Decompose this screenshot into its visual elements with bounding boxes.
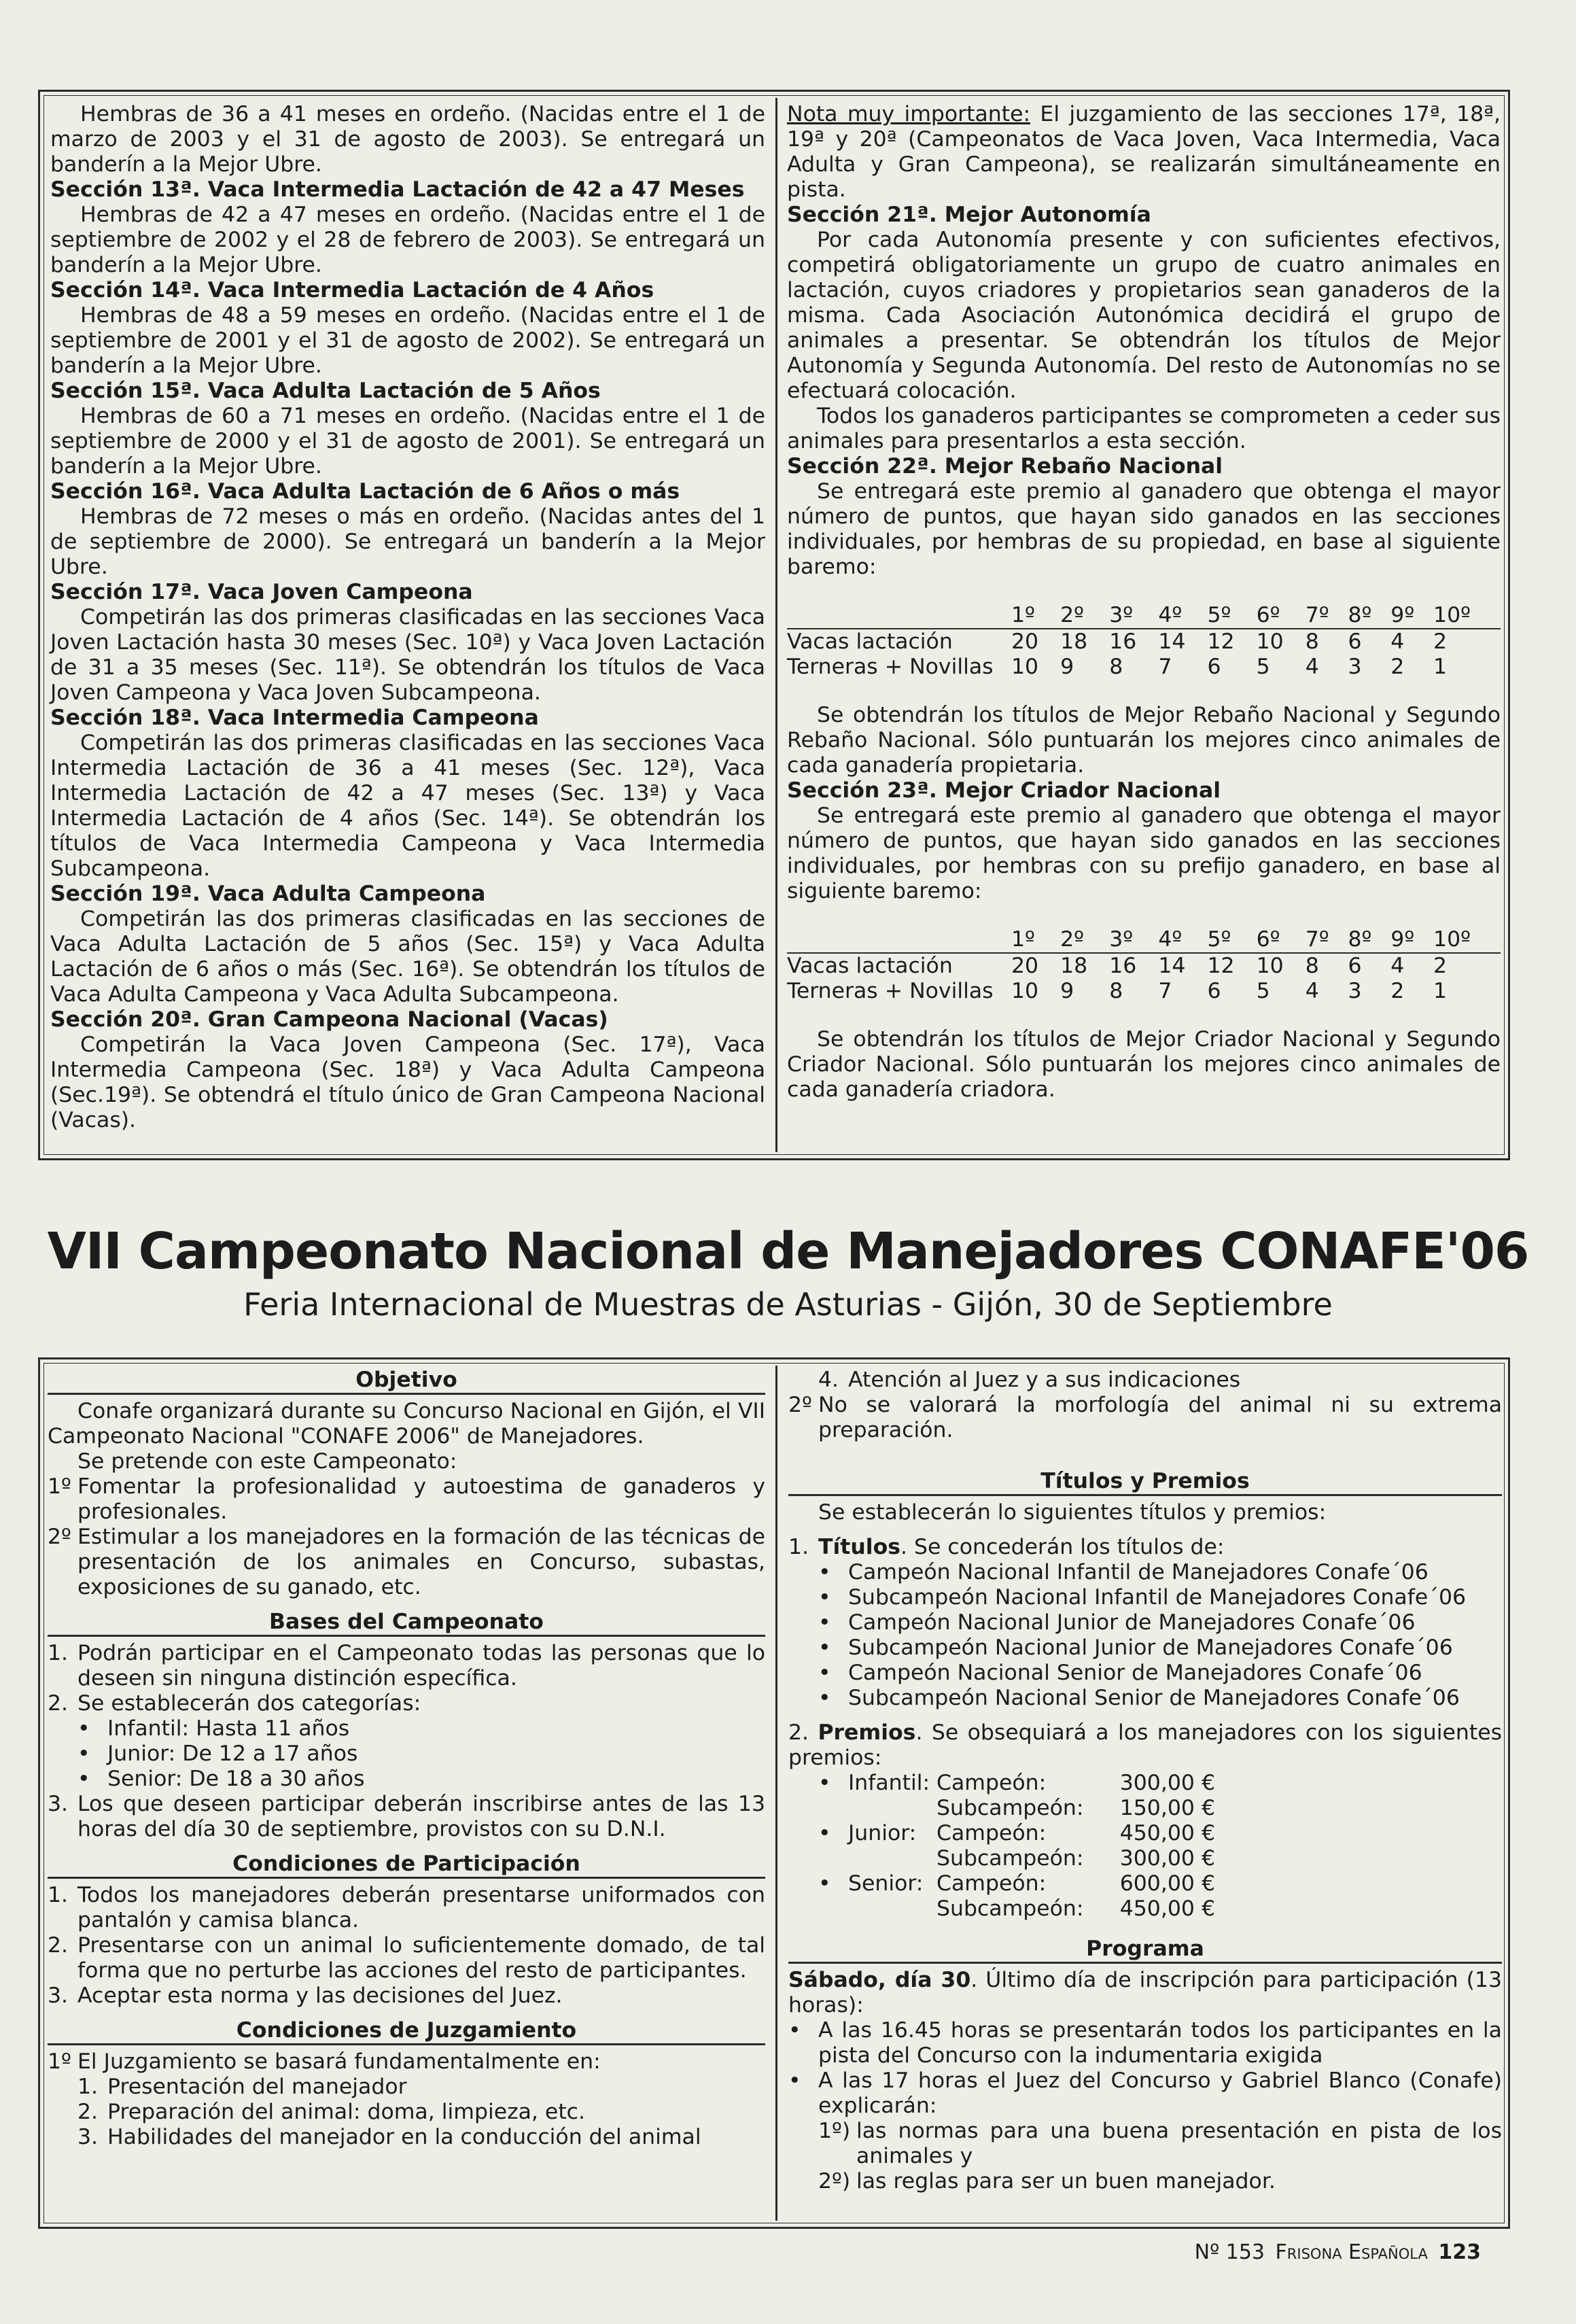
condiciones-participacion-heading: Condiciones de Participación — [48, 1852, 765, 1879]
titulos-intro: Se establecerán lo siguientes títulos y premios: — [818, 1500, 1327, 1525]
list-item: • Campeón Nacional Infantil de Manejadores Conafe´06 — [818, 1560, 1429, 1584]
section-text: Competirán la Vaca Joven Campeona (Sec. 17ª), Vaca Intermedia Campeona (Sec. 18ª) y Vaca Adulta Campeona (Sec.19ª). Se obtendrá el título único de Gran Campeona Nacional (Vacas). — [50, 1033, 765, 1132]
row-label: Terneras + Novillas — [787, 655, 994, 679]
section-text: Hembras de 72 meses o más en ordeño. (Nacidas antes del 1 de septiembre de 2000). Se entregará un banderín a la Mejor Ubre. — [50, 504, 765, 579]
points-cell: 20 — [1011, 629, 1039, 654]
place-header: 6º — [1257, 603, 1306, 629]
list-item: 2º Estimular a los manejadores en la formación de las técnicas de presentación de los animales en Concurso, subastas, exposiciones de su ganado, etc. — [48, 1525, 765, 1599]
bottom-column-divider — [775, 1366, 777, 2221]
juzgamiento-criteria-list-cont — [788, 1368, 1502, 1393]
list-item: 2º No se valorará la morfología del animal ni su extrema preparación. — [788, 1393, 1502, 1442]
points-cell: 4 — [1390, 954, 1405, 978]
section-text: Competirán las dos primeras clasificadas en las secciones de Vaca Adulta Lactación de 5 años (Sec. 15ª) y Vaca Adulta Lactación de 6 años o más (Sec. 16ª). Se obtendrán los títulos de Vaca Adulta Campeona y Vaca Adulta Subcampeona. — [50, 907, 765, 1007]
points-cell: 10 — [1256, 629, 1284, 654]
points-cell: 7 — [1158, 655, 1172, 679]
points-cell: 3 — [1348, 655, 1362, 679]
list-item: • Subcampeón Nacional Junior de Manejadores Conafe´06 — [818, 1635, 1453, 1660]
section-heading: Sección 18ª. Vaca Intermedia Campeona — [50, 706, 539, 730]
list-item: 1º) las normas para una buena presentación en pista de los animales y — [818, 2119, 1502, 2168]
points-cell: 8 — [1305, 954, 1319, 978]
points-cell: 9 — [1060, 979, 1074, 1003]
prize-row: • Junior: Campeón: 450,00 € Subcampeón: 300,00 € — [818, 1821, 1215, 1871]
place-header: 5º — [1208, 927, 1257, 953]
programa-heading: Programa — [788, 1937, 1502, 1964]
objetivo-text: Conafe organizará durante su Concurso Nacional en Gijón, el VII Campeonato Nacional "CONAFE 2006" de Manejadores. — [48, 1399, 765, 1449]
list-item: • A las 16.45 horas se presentarán todos los participantes en la pista del Concurso con la indumentaria exigida — [788, 2018, 1502, 2068]
list-item: 2. Preparación del animal: doma, limpieza, etc. — [77, 2100, 585, 2124]
nota-label: Nota muy importante: — [787, 102, 1031, 126]
list-item: • Junior: De 12 a 17 años — [77, 1741, 358, 1766]
top-column-divider — [775, 98, 777, 1152]
points-cell: 6 — [1207, 979, 1221, 1003]
place-header: 3º — [1109, 603, 1158, 629]
points-cell: 14 — [1158, 954, 1186, 978]
list-item: • Campeón Nacional Senior de Manejadores Conafe´06 — [818, 1661, 1422, 1685]
objetivo-heading: Objetivo — [48, 1368, 765, 1395]
section-23-text: Se entregará este premio al ganadero que obtenga el mayor número de puntos, que hayan sido ganados en las secciones individuales, por hembras con su prefijo ganadero, en base al siguiente baremo: — [787, 803, 1501, 903]
page-footer — [1195, 2240, 1481, 2264]
points-cell: 16 — [1109, 629, 1137, 654]
section-text: Hembras de 36 a 41 meses en ordeño. (Nacidas entre el 1 de marzo de 2003 y el 31 de agosto de 2003). Se entregará un banderín a la Mejor Ubre. — [50, 102, 765, 177]
categories-list — [48, 1716, 765, 1792]
place-header: 8º — [1348, 927, 1391, 953]
points-cell: 8 — [1305, 629, 1319, 654]
section-text: Hembras de 48 a 59 meses en ordeño. (Nacidas entre el 1 de septiembre de 2001 y el 31 de agosto de 2002). Se entregará un banderín a la Mejor Ubre. — [50, 303, 765, 378]
section-23-heading: Sección 23ª. Mejor Criador Nacional — [787, 778, 1221, 803]
section-text: Hembras de 42 a 47 meses en ordeño. (Nacidas entre el 1 de septiembre de 2002 y el 28 de febrero de 2003). Se entregará un banderín a la Mejor Ubre. — [50, 203, 765, 277]
points-cell: 8 — [1109, 979, 1123, 1003]
points-cell: 6 — [1348, 954, 1362, 978]
points-cell: 14 — [1158, 629, 1186, 654]
points-cell: 1 — [1433, 655, 1448, 679]
points-cell: 6 — [1348, 629, 1362, 654]
section-21-text-2: Todos los ganaderos participantes se comprometen a ceder sus animales para presentarlos a esta sección. — [787, 404, 1501, 453]
place-header: 2º — [1060, 603, 1109, 629]
place-header: 4º — [1158, 927, 1207, 953]
titulos-premios-heading: Títulos y Premios — [788, 1469, 1502, 1496]
list-item: • A las 17 horas el Juez del Concurso y Gabriel Blanco (Conafe) explicarán: — [788, 2068, 1502, 2118]
place-header: 7º — [1306, 927, 1348, 953]
place-header: 10º — [1433, 927, 1501, 953]
section-heading: Sección 13ª. Vaca Intermedia Lactación de 42 a 47 Meses — [50, 177, 745, 202]
list-item: • Senior: De 18 a 30 años — [77, 1767, 365, 1791]
list-item: 1. Todos los manejadores deberán presentarse uniformados con pantalón y camisa blanca. — [48, 1883, 765, 1932]
place-header: 1º — [1011, 927, 1060, 953]
points-cell: 2 — [1390, 655, 1405, 679]
baremo-table-rebano — [787, 603, 1501, 680]
points-cell: 10 — [1011, 979, 1039, 1003]
bases-heading: Bases del Campeonato — [48, 1610, 765, 1637]
section-text: Hembras de 60 a 71 meses en ordeño. (Nacidas entre el 1 de septiembre de 2000 y el 31 de agosto de 2001). Se entregará un banderín a la Mejor Ubre. — [50, 404, 765, 479]
nota-text: El juzgamiento de las secciones 17ª, 18ª, 19ª y 20ª (Campeonatos de Vaca Joven, Vaca Intermedia, Vaca Adulta y Gran Campeona), se realizarán simultáneamente en pista. — [787, 102, 1501, 202]
place-header: 5º — [1208, 603, 1257, 629]
list-item: 1º El Juzgamiento se basará fundamentalmente en: — [48, 2049, 601, 2074]
points-cell: 10 — [1256, 954, 1284, 978]
points-cell: 3 — [1348, 979, 1362, 1003]
place-header: 8º — [1348, 603, 1391, 629]
bottom-right-column — [788, 1368, 1502, 2194]
points-cell: 18 — [1060, 629, 1088, 654]
table-row — [787, 629, 1501, 655]
objetivo-list — [48, 1474, 765, 1600]
points-cell: 5 — [1256, 655, 1270, 679]
nota-paragraph — [787, 102, 1501, 203]
list-item: 1º Fomentar la profesionalidad y autoestima de ganaderos y profesionales. — [48, 1474, 765, 1524]
condiciones-juzgamiento-heading: Condiciones de Juzgamiento — [48, 2018, 765, 2045]
table-row — [787, 953, 1501, 979]
points-cell: 4 — [1305, 979, 1319, 1003]
points-cell: 12 — [1207, 629, 1235, 654]
place-header: 7º — [1306, 603, 1348, 629]
prize-row: • Infantil: Campeón: 300,00 € Subcampeón: 150,00 € — [818, 1771, 1215, 1820]
programa-intro: Sábado, día 30. Último día de inscripción para participación (13 horas): — [788, 1968, 1502, 2017]
list-item: 2. Se establecerán dos categorías: — [48, 1691, 421, 1716]
points-cell: 12 — [1207, 954, 1235, 978]
table-row — [787, 655, 1501, 680]
table-row — [787, 979, 1501, 1004]
place-header: 2º — [1060, 927, 1109, 953]
row-label: Vacas lactación — [787, 629, 953, 654]
section-23-text-2: Se obtendrán los títulos de Mejor Criador Nacional y Segundo Criador Nacional. Sólo puntuarán los mejores cinco animales de cada ganadería criadora. — [787, 1027, 1501, 1102]
section-21-text: Por cada Autonomía presente y con suficientes efectivos, competirá obligatoriamente un grupo de cuatro animales en lactación, cuyos criadores y propietarios sean ganaderos de la misma. Cada Asociación Autonómica decidirá el grupo de animales a presentar. Se obtendrán los títulos de Mejor Autonomía y Segunda Autonomía. Del resto de Autonomías no se efectuará colocación. — [787, 228, 1501, 403]
section-heading: Sección 19ª. Vaca Adulta Campeona — [50, 882, 486, 906]
list-item: 4. Atención al Juez y a sus indicaciones — [818, 1368, 1241, 1392]
place-header: 10º — [1433, 603, 1501, 629]
titles-list — [788, 1560, 1502, 1711]
points-cell: 20 — [1011, 954, 1039, 978]
list-item: 1. Títulos. Se concederán los títulos de: — [788, 1535, 1225, 1559]
points-cell: 6 — [1207, 655, 1221, 679]
top-right-column — [787, 102, 1501, 1103]
points-cell: 2 — [1390, 979, 1405, 1003]
place-header: 3º — [1109, 927, 1158, 953]
section-text: Competirán las dos primeras clasificadas en las secciones Vaca Joven Lactación hasta 30 meses (Sec. 10ª) y Vaca Joven Lactación de 31 a 35 meses (Sec. 11ª). Se obtendrán los títulos de Vaca Joven Campeona y Vaca Joven Subcampeona. — [50, 605, 765, 705]
section-heading: Sección 16ª. Vaca Adulta Lactación de 6 Años o más — [50, 479, 680, 504]
points-cell: 4 — [1305, 655, 1319, 679]
page-title: VII Campeonato Nacional de Manejadores CONAFE'06 — [47, 1222, 1529, 1281]
list-item: • Subcampeón Nacional Infantil de Manejadores Conafe´06 — [818, 1585, 1467, 1610]
list-item: • Subcampeón Nacional Senior de Manejadores Conafe´06 — [818, 1686, 1460, 1710]
list-item: • Campeón Nacional Junior de Manejadores Conafe´06 — [818, 1610, 1416, 1635]
points-cell: 16 — [1109, 954, 1137, 978]
section-text: Competirán las dos primeras clasificadas en las secciones Vaca Intermedia Lactación de 36 a 41 meses (Sec. 12ª), Vaca Intermedia Lactación de 42 a 47 meses (Sec. 13ª) y Vaca Intermedia Lactación de 4 años (Sec. 14ª). Se obtendrán los títulos de Vaca Intermedia Campeona y Vaca Intermedia Subcampeona. — [50, 731, 765, 881]
list-item: 3. Habilidades del manejador en la conducción del animal — [77, 2125, 701, 2149]
points-cell: 8 — [1109, 655, 1123, 679]
page-subtitle: Feria Internacional de Muestras de Asturias - Gijón, 30 de Septiembre — [243, 1286, 1333, 1323]
list-item: 3. Aceptar esta norma y las decisiones del Juez. — [48, 1983, 563, 2008]
top-left-column — [50, 102, 765, 1133]
section-heading: Sección 14ª. Vaca Intermedia Lactación de 4 Años — [50, 278, 654, 302]
objetivo-text-2: Se pretende con este Campeonato: — [77, 1449, 457, 1474]
section-heading: Sección 15ª. Vaca Adulta Lactación de 5 Años — [50, 379, 601, 403]
points-cell: 18 — [1060, 954, 1088, 978]
points-cell: 10 — [1011, 655, 1039, 679]
points-cell: 1 — [1433, 979, 1448, 1003]
section-heading: Sección 20ª. Gran Campeona Nacional (Vacas) — [50, 1007, 608, 1032]
bottom-left-column — [48, 1368, 765, 2150]
list-item: • Infantil: Hasta 11 años — [77, 1716, 350, 1741]
list-item: 1. Podrán participar en el Campeonato todas las personas que lo deseen sin ninguna distinción específica. — [48, 1641, 765, 1690]
prize-row: • Senior: Campeón: 600,00 € Subcampeón: 450,00 € — [818, 1871, 1215, 1921]
issue-number: Nº 153 — [1194, 2240, 1265, 2264]
place-header: 4º — [1158, 603, 1207, 629]
list-item: 2. Presentarse con un animal lo suficientemente domado, de tal forma que no perturbe las acciones del resto de participantes. — [48, 1933, 765, 1983]
list-item: 3. Los que deseen participar deberán inscribirse antes de las 13 horas del día 30 de septiembre, provistos con su D.N.I. — [48, 1792, 765, 1841]
list-item: 1. Presentación del manejador — [77, 2075, 407, 2099]
prizes-list — [788, 1771, 1502, 1922]
section-22-heading: Sección 22ª. Mejor Rebaño Nacional — [787, 454, 1223, 479]
programa-sublist — [788, 2119, 1502, 2194]
points-cell: 2 — [1433, 954, 1448, 978]
row-label: Terneras + Novillas — [787, 979, 994, 1003]
section-22-text: Se entregará este premio al ganadero que obtenga el mayor número de puntos, que hayan sido ganados en las secciones individuales, por hembras de su propiedad, en base al siguiente baremo: — [787, 479, 1501, 579]
section-heading: Sección 17ª. Vaca Joven Campeona — [50, 580, 473, 604]
place-header: 6º — [1257, 927, 1306, 953]
place-header: 1º — [1011, 603, 1060, 629]
page-number: 123 — [1438, 2240, 1481, 2264]
section-21-heading: Sección 21ª. Mejor Autonomía — [787, 203, 1151, 227]
place-header: 9º — [1390, 603, 1433, 629]
juzgamiento-criteria-list — [48, 2075, 765, 2150]
list-item: 2º) las reglas para ser un buen manejador. — [818, 2169, 1276, 2193]
baremo-table-criador — [787, 927, 1501, 1004]
row-label: Vacas lactación — [787, 954, 953, 978]
points-cell: 4 — [1390, 629, 1405, 654]
section-22-text-2: Se obtendrán los títulos de Mejor Rebaño Nacional y Segundo Rebaño Nacional. Sólo puntuarán los mejores cinco animales de cada ganadería propietaria. — [787, 703, 1501, 778]
points-cell: 9 — [1060, 655, 1074, 679]
magazine-name: Frisona Española — [1275, 2240, 1428, 2264]
points-cell: 5 — [1256, 979, 1270, 1003]
points-cell: 7 — [1158, 979, 1172, 1003]
points-cell: 2 — [1433, 629, 1448, 654]
premios-paragraph: 2. Premios. Se obsequiará a los manejadores con los siguientes premios: — [788, 1720, 1502, 1770]
place-header: 9º — [1390, 927, 1433, 953]
